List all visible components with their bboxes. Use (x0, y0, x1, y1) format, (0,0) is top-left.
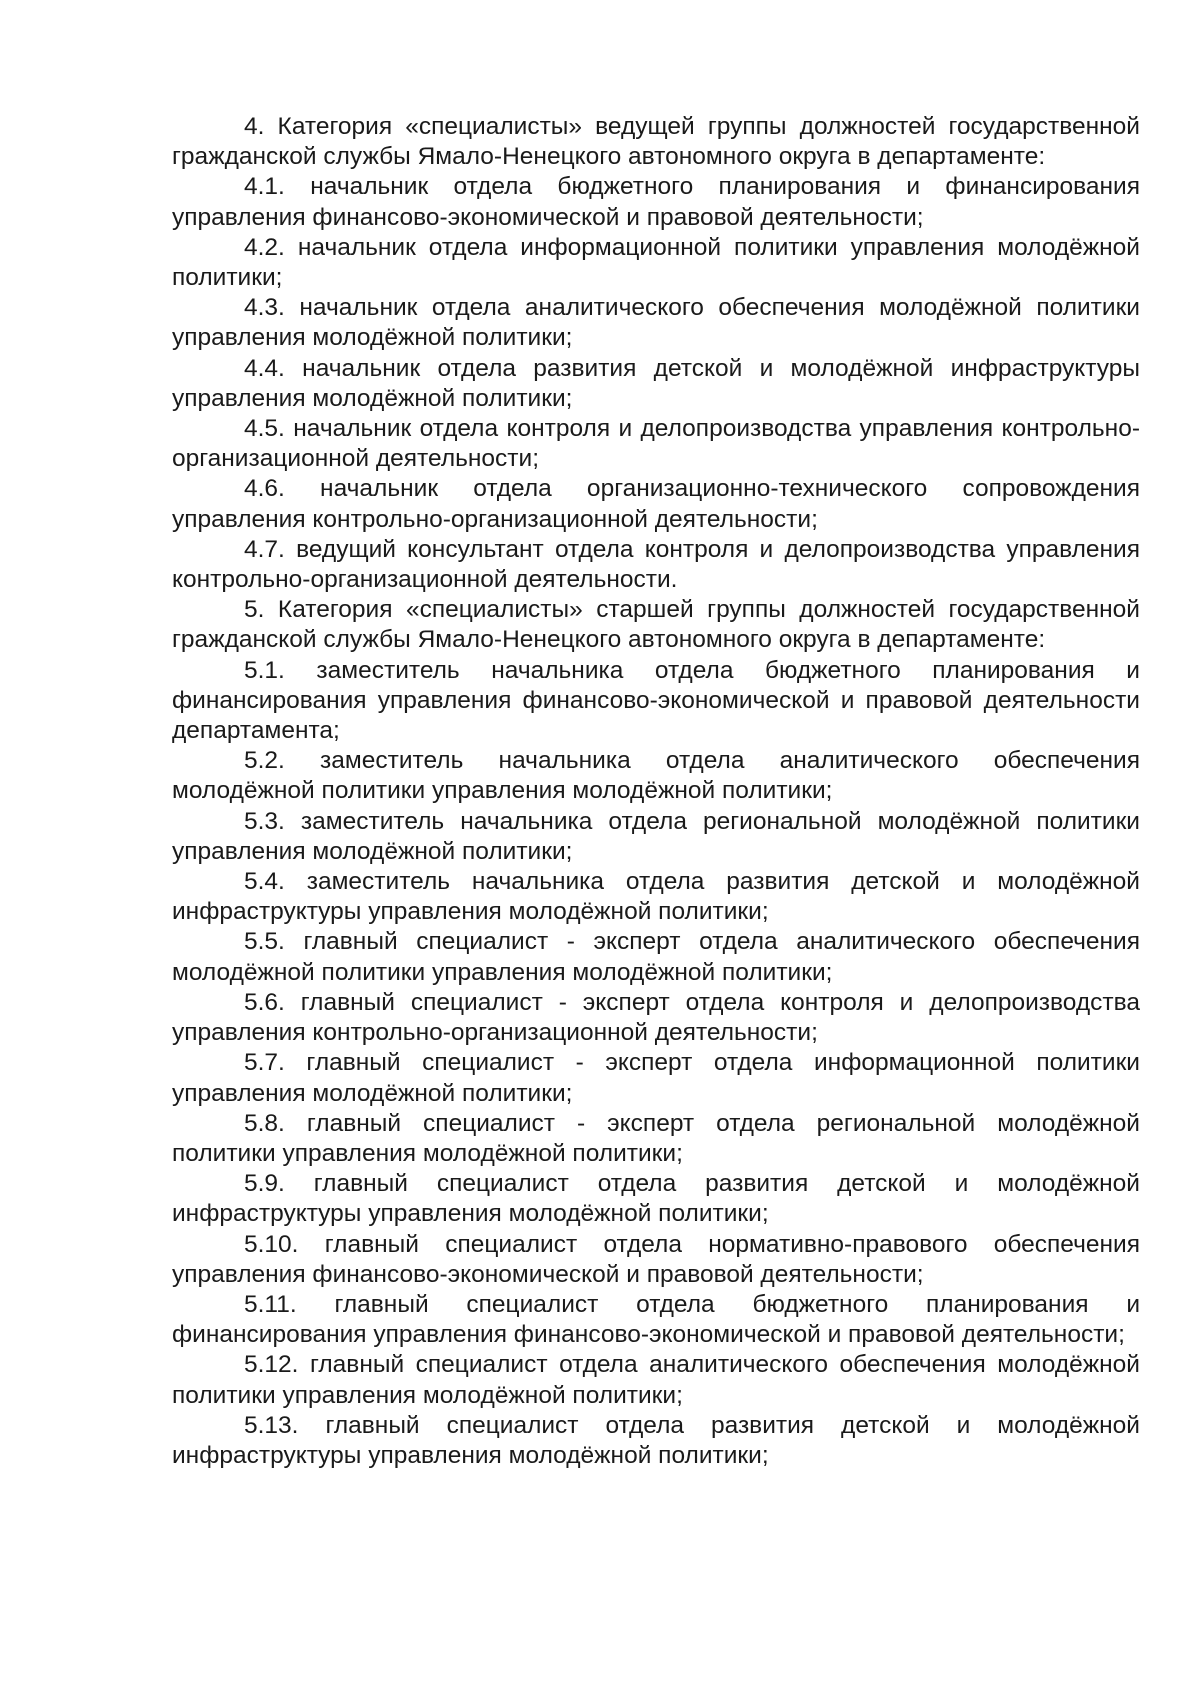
paragraph-5-10: 5.10. главный специалист отдела нормативно-правового обеспечения управления финансово-экономической и правовой деятельности; (172, 1230, 1140, 1288)
paragraph-5-6: 5.6. главный специалист - эксперт отдела контроля и делопроизводства управления контрольно-организационной деятельности; (172, 988, 1140, 1047)
paragraph-4-6: 4.6. начальник отдела организационно-технического сопровождения управления контрольно-организационной деятельности; (172, 475, 1140, 533)
paragraph-5-8: 5.8. главный специалист - эксперт отдела региональной молодёжной политики управления молодёжной политики; (172, 1109, 1140, 1167)
paragraph-5-3: 5.3. заместитель начальника отдела региональной молодёжной политики управления молодёжной политики; (172, 807, 1140, 865)
paragraph-4-5: 4.5. начальник отдела контроля и делопроизводства управления контрольно-организационной деятельности; (172, 415, 1140, 473)
document-body (172, 112, 1140, 1471)
paragraph-4-4: 4.4. начальник отдела развития детской и молодёжной инфраструктуры управления молодёжной политики; (172, 354, 1140, 412)
paragraph-4-3: 4.3. начальник отдела аналитического обеспечения молодёжной политики управления молодёжной политики; (172, 294, 1140, 352)
paragraph-5-12: 5.12. главный специалист отдела аналитического обеспечения молодёжной политики управления молодёжной политики; (172, 1351, 1140, 1409)
paragraph-5-5: 5.5. главный специалист - эксперт отдела аналитического обеспечения молодёжной политики управления молодёжной политики; (172, 928, 1140, 986)
paragraph-5-7: 5.7. главный специалист - эксперт отдела информационной политики управления молодёжной политики; (172, 1049, 1140, 1107)
paragraph-4-7: 4.7. ведущий консультант отдела контроля и делопроизводства управления контрольно-организационной деятельности. (172, 535, 1140, 594)
paragraph-4-2: 4.2. начальник отдела информационной политики управления молодёжной политики; (172, 233, 1140, 292)
paragraph-5-11: 5.11. главный специалист отдела бюджетного планирования и финансирования управления финансово-экономической и правовой деятельности; (172, 1290, 1140, 1349)
paragraph-5-4: 5.4. заместитель начальника отдела развития детской и молодёжной инфраструктуры управления молодёжной политики; (172, 868, 1140, 926)
paragraph-5-9: 5.9. главный специалист отдела развития детской и молодёжной инфраструктуры управления молодёжной политики; (172, 1170, 1140, 1228)
paragraph-4-1: 4.1. начальник отдела бюджетного планирования и финансирования управления финансово-экономической и правовой деятельности; (172, 173, 1140, 231)
paragraph-5: 5. Категория «специалисты» старшей группы должностей государственной гражданской службы Ямало-Ненецкого автономного округа в департаменте: (172, 596, 1140, 654)
paragraph-5-13: 5.13. главный специалист отдела развития детской и молодёжной инфраструктуры управления молодёжной политики; (172, 1411, 1140, 1469)
paragraph-5-2: 5.2. заместитель начальника отдела аналитического обеспечения молодёжной политики управления молодёжной политики; (172, 747, 1140, 805)
paragraph-4: 4. Категория «специалисты» ведущей группы должностей государственной гражданской службы Ямало-Ненецкого автономного округа в департаменте: (172, 113, 1140, 171)
paragraph-5-1: 5.1. заместитель начальника отдела бюджетного планирования и финансирования управления финансово-экономической и правовой деятельности департамента; (172, 656, 1140, 745)
